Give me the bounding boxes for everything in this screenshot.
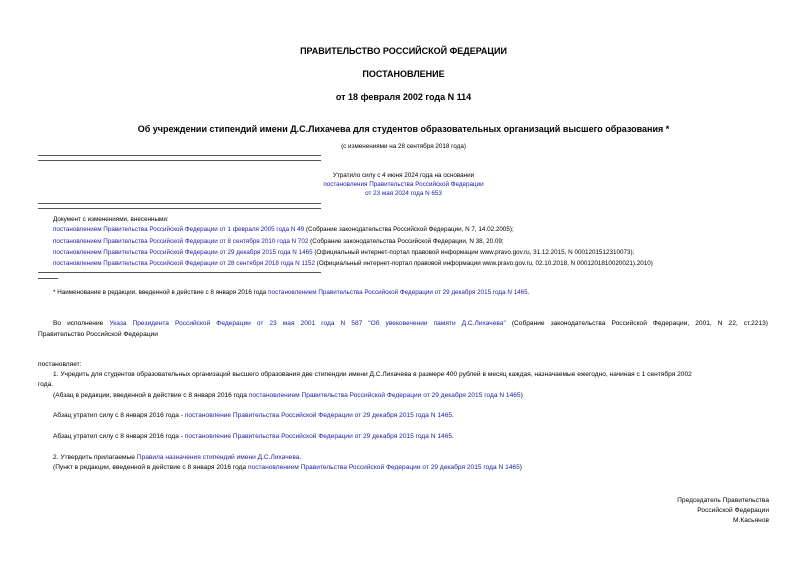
preamble: [53, 319, 768, 328]
change-source: (Собрание законодательства Российской Федерации, N 38, 20.09;: [308, 238, 504, 245]
paragraph-1: 1. Учредить для студентов образовательных организаций высшего образования две стипендии имени Д.С.Лихачева в размере 400 рублей в месяц каждая, назначаемые ежегодно, начиная с 1 сентября 2002: [53, 371, 692, 378]
note-end: ): [519, 464, 522, 471]
change-item: [53, 238, 504, 246]
signature-name: М.Касьянов: [733, 517, 769, 524]
paragraph-3: [53, 432, 454, 441]
change-source: (Официальный интернет-портал правовой информации www.pravo.gov.ru, 02.10.2018, N 0001201810020021).2010): [314, 260, 653, 267]
signature-country: Российской Федерации: [697, 507, 769, 514]
signature-title: Председатель Правительства: [677, 497, 769, 504]
note-link[interactable]: постановлением Правительства Российской Федерации от 29 декабря 2015 года N 1465: [248, 392, 521, 399]
doc-type-heading: ПОСТАНОВЛЕНИЕ: [362, 69, 445, 79]
rules-link[interactable]: Правила назначения стипендий имени Д.С.Лихачева: [136, 454, 300, 461]
change-item: [53, 249, 634, 257]
divider: [38, 155, 321, 156]
footnote: [53, 289, 529, 297]
expired-link-date-text[interactable]: от 23 мая 2024 года N 653: [365, 190, 442, 197]
divider: [38, 208, 321, 209]
paragraph-2: [53, 411, 454, 420]
note-text: (Пункт в редакции, введенной в действие с 8 января 2016 года: [53, 464, 248, 471]
p3-link[interactable]: постановление Правительства Российской Федерации от 29 декабря 2015 года N 1465: [184, 433, 453, 440]
change-link[interactable]: постановлением Правительства Российской Федерации от 29 декабря 2015 года N 1465: [53, 249, 313, 256]
paragraph-1-note: [53, 391, 523, 400]
p4-text: 2. Утвердить прилагаемые: [53, 454, 137, 461]
note-text: (Абзац в редакции, введенной в действие с 8 января 2016 года: [53, 392, 249, 399]
preamble-source: (Собрание законодательства Российской Федерации, 2001, N 22, ст.2213): [505, 320, 769, 327]
change-link[interactable]: постановлением Правительства Российской Федерации от 28 сентября 2018 года N 1152: [53, 260, 315, 267]
p4-end: .: [299, 454, 302, 461]
change-link[interactable]: постановлением Правительства Российской Федерации от 8 сентября 2010 года N 702: [53, 238, 309, 245]
p3-text: Абзац утратил силу с 8 января 2016 года -: [53, 433, 185, 440]
decree-link[interactable]: Указа Президента Российской Федерации от 23 мая 2001 года N 587 "Об увековечении памяти Д.С.Лихачева": [109, 320, 506, 327]
change-link[interactable]: постановлением Правительства Российской Федерации от 1 февраля 2005 года N 49: [53, 226, 305, 233]
divider: [38, 278, 58, 279]
divider: [38, 160, 321, 161]
footnote-text: * Наименование в редакции, введенной в действие с 8 января 2016 года: [53, 289, 269, 296]
footnote-end: .: [527, 289, 530, 296]
amendments-note: (с изменениями на 28 сентября 2018 года): [341, 143, 466, 150]
paragraph-4-note: [53, 463, 522, 472]
preamble-start: Во исполнение: [53, 320, 110, 327]
paragraph-1-cont: года.: [38, 381, 54, 388]
paragraph-4: [53, 453, 301, 462]
change-source: (Официальный интернет-портал правовой информации www.pravo.gov.ru, 31.12.2015, N 0001201512310073);: [312, 249, 635, 256]
expired-link[interactable]: [0, 181, 807, 189]
change-source: (Собрание законодательства Российской Федерации, N 7, 14.02.2005);: [304, 226, 514, 233]
change-item: [53, 226, 514, 234]
p2-link[interactable]: постановление Правительства Российской Федерации от 29 декабря 2015 года N 1465: [184, 412, 453, 419]
changes-intro: Документ с изменениями, внесенными:: [53, 216, 169, 223]
date-number-heading: от 18 февраля 2002 года N 114: [335, 92, 472, 102]
note-link[interactable]: постановлением Правительства Российской Федерации от 29 декабря 2015 года N 1465: [247, 464, 520, 471]
preamble-government: Правительство Российской Федерации: [38, 331, 158, 338]
change-item: [53, 260, 653, 268]
document-title: Об учреждении стипендий имени Д.С.Лихачева для студентов образовательных организаций высшего образования *: [137, 124, 670, 134]
footnote-link[interactable]: постановлением Правительства Российской Федерации от 29 декабря 2015 года N 1465: [268, 289, 528, 296]
expired-link-text[interactable]: постановления Правительства Российской Федерации: [323, 181, 484, 188]
expired-line: Утратило силу с 4 июня 2024 года на основании: [332, 172, 475, 179]
government-heading: ПРАВИТЕЛЬСТВО РОССИЙСКОЙ ФЕДЕРАЦИИ: [300, 46, 507, 56]
divider: [38, 203, 321, 204]
resolves-text: постановляет:: [38, 361, 82, 368]
expired-link-date[interactable]: [0, 190, 807, 198]
p3-end: .: [452, 433, 454, 440]
note-end: ): [520, 392, 523, 399]
divider: [38, 272, 321, 273]
p2-end: .: [452, 412, 454, 419]
p2-text: Абзац утратил силу с 8 января 2016 года -: [53, 412, 185, 419]
